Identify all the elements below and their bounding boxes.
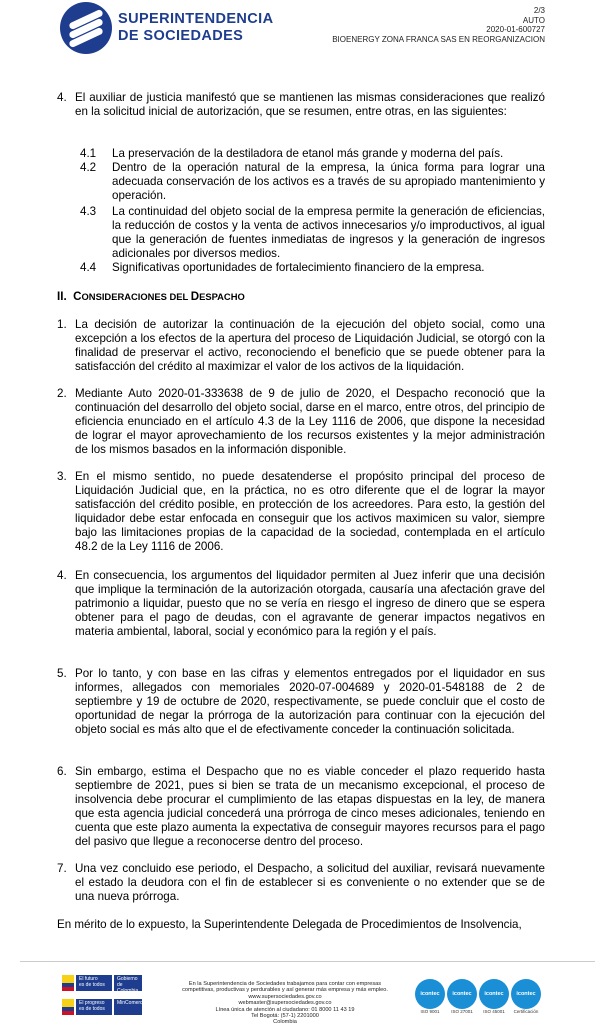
flag-icon	[62, 999, 74, 1015]
certification-icon: icontec	[447, 979, 477, 1009]
certification-badge	[479, 979, 509, 1017]
subitem-text: La continuidad del objeto social de la empresa permite la generación de eficiencias, la reducción de costos y la venta de activos innecesarios y/o improductivos, al igual que la generación de fuentes inmediatas de ingresos y la generación de ingresos adicionales por diversos medios.	[112, 205, 545, 261]
subitem-text: La preservación de la destiladora de etanol más grande y moderna del país.	[112, 147, 504, 160]
footer-divider	[20, 961, 595, 962]
paragraph-number: 6.	[57, 765, 67, 778]
subitem-number: 4.1	[80, 147, 97, 160]
paragraph-text: Una vez concluido ese periodo, el Despacho, a solicitud del auxiliar, revisará nuevamente el estado la deudora con el fin de establecer si es conveniente o no extender que se de una nueva prórroga.	[75, 862, 545, 904]
certification-caption: ISO 45001	[483, 1009, 505, 1014]
section-title-rest-2: ESPACHO	[199, 291, 245, 302]
footer-line: Colombia	[273, 1019, 297, 1026]
footer-website-link[interactable]: www.supersociedades.gov.co	[248, 993, 322, 1000]
footer-line: Tel Bogotá: (57-1) 2201000	[251, 1013, 319, 1020]
gov-logo-1	[62, 975, 142, 994]
certification-caption: ISO 27001	[451, 1009, 473, 1014]
subitem-number: 4.3	[80, 205, 97, 218]
certification-icon: icontec	[511, 979, 541, 1009]
gov2-line-a: El progreso	[79, 1000, 105, 1006]
paragraph-text: Mediante Auto 2020-01-333638 de 9 de julio de 2020, el Despacho reconoció que la continuación del desarrollo del objeto social, darse en el marco, entre otros, del principio de eficiencia enunciado en el artículo 4.3 de la Ley 1116 de 2006, que dispone la necesidad de lograr el mayor aprovechamiento de los recursos existentes y la mejor administración de los mismos basados en la información disponible.	[75, 387, 545, 457]
item-text: El auxiliar de justicia manifestó que se mantienen las mismas consideraciones que realizó en la solicitud inicial de autorización, que se resumen, entre otras, en las siguientes:	[75, 91, 545, 119]
gov1-line-c: Gobierno de Colombia	[114, 975, 142, 991]
certification-badge	[415, 979, 445, 1017]
gov2-line-c: MinComercio	[114, 999, 142, 1015]
certification-icon: icontec	[479, 979, 509, 1009]
certification-badge	[511, 979, 541, 1017]
paragraph-text: La decisión de autorizar la continuación de la ejecución del objeto social, como una excepción a los efectos de la apertura del proceso de Liquidación Judicial, se otorgó con la finalidad de preservar el activo, reconociendo el beneficio que se puede obtener para la satisfacción del crédito al maximizar el valor de los activos de la liquidación.	[75, 318, 545, 374]
logo-emblem-icon	[60, 2, 112, 54]
section-heading	[57, 290, 245, 303]
certification-caption: ISO 9001	[420, 1009, 440, 1014]
certification-icon: icontec	[415, 979, 445, 1009]
footer-line: En la Superintendencia de Sociedades trabajamos para contar con empresas	[188, 981, 382, 987]
doc-type: AUTO	[522, 15, 545, 25]
closing-text: En mérito de lo expuesto, la Superintendente Delegada de Procedimientos de Insolvencia,	[57, 918, 522, 931]
paragraph-text: Sin embargo, estima el Despacho que no es viable conceder el plazo requerido hasta septiembre de 2021, pues si bien se trata de un mecanismo excepcional, el proceso de insolvencia debe procurar el cumplimiento de las etapas dispuestas en la ley, de manera que esta agencia judicial concederá una prórroga de cinco meses adicionales, teniendo en cuenta que este plazo aumenta la expectativa de conseguir mayores recursos para el pago del pasivo que llegue a reconocerse dentro del proceso.	[75, 765, 545, 849]
subitem-number: 4.2	[80, 161, 97, 174]
subitem-number: 4.4	[80, 261, 97, 274]
paragraph-number: 4.	[57, 569, 67, 582]
paragraph-number: 3.	[57, 470, 67, 483]
paragraph-number: 7.	[57, 862, 67, 875]
section-numeral: II.	[57, 290, 67, 303]
paragraph-number: 5.	[57, 667, 67, 680]
paragraph-text: En consecuencia, los argumentos del liquidador permiten al Juez inferir que una decisión que implique la terminación de la autorización otorgada, causaría una afectación grave del patrimonio a liquidar, puesto que no se vería en riesgo el ingreso de dinero que se espera obtener para el pago de deudas, con el agravante de generar impactos negativos en materia ambiental, laboral, social y económico para la región y el país.	[75, 569, 545, 639]
section-title-initial: C	[73, 290, 82, 303]
gov2-line-b: es de todos	[79, 1006, 105, 1012]
gov1-line-a: El futuro	[79, 976, 98, 982]
paragraph-text: En el mismo sentido, no puede desatenderse el propósito principal del proceso de Liquidación Judicial que, en la práctica, no es otro diferente que el de lograr la mayor satisfacción del crédito posible, en protección de los acreedores. Para esto, la gestión del liquidador debe estar enfocada en conseguir que los activos maximicen su valor, siempre bajo las limitaciones propias de la capacidad de la sociedad, contemplada en el artículo 48.2 de la Ley 1116 de 2006.	[75, 470, 545, 554]
logo-line-2: DE SOCIEDADES	[118, 28, 244, 44]
item-number: 4.	[57, 91, 67, 104]
gov-logo-2	[62, 999, 147, 1015]
certification-caption: Certificación	[513, 1009, 539, 1014]
footer-line: competitivas, productivas y perdurables y así generar más empresa y más empleo.	[182, 987, 388, 994]
paragraph-number: 2.	[57, 387, 67, 400]
logo-line-1: SUPERINTENDENCIA	[118, 11, 274, 27]
logo-text	[118, 11, 273, 45]
gov1-line-b: es de todos	[79, 982, 105, 988]
section-title-rest: ONSIDERACIONES DEL	[81, 291, 191, 302]
page-number: 2/3	[533, 6, 545, 15]
company-name: BIOENERGY ZONA FRANCA SAS EN REORGANIZACION	[332, 34, 545, 44]
flag-icon	[62, 975, 74, 991]
certification-badge	[447, 979, 477, 1017]
footer-email-link[interactable]: webmaster@supersociedades.gov.co	[238, 1000, 332, 1007]
section-title-initial-2: D	[190, 290, 200, 303]
footer-line: Línea única de atención al ciudadano: 01 8000 11 43 19	[215, 1006, 355, 1013]
doc-number: 2020-01-600727	[486, 25, 545, 34]
paragraph-number: 1.	[57, 318, 67, 331]
subitem-text: Significativas oportunidades de fortalecimiento financiero de la empresa.	[112, 261, 485, 274]
footer-text	[170, 981, 400, 1026]
subitem-text: Dentro de la operación natural de la empresa, la única forma para lograr una adecuada conservación de los activos es a través de su apropiado mantenimiento y operación.	[112, 161, 545, 203]
paragraph-text: Por lo tanto, y con base en las cifras y elementos entregados por el liquidador en sus informes, allegados con memoriales 2020-07-004689 y 2020-01-548188 de 2 de septiembre y 19 de octubre de 2020, respectivamente, se puede concluir que el costo de oportunidad de negar la prórroga de la autorización para continuar con la ejecución del objeto social es más alto que el de efectivamente conceder la continuación solicitada.	[75, 667, 545, 737]
header-meta	[332, 6, 545, 44]
